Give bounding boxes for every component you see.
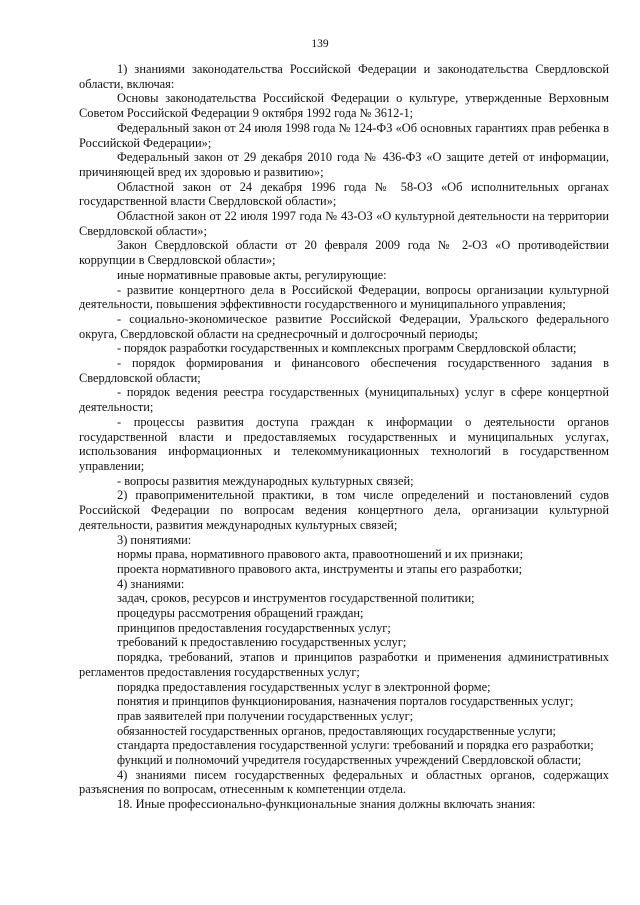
paragraph: принципов предоставления государственных услуг; <box>117 620 391 635</box>
paragraph: порядка, требований, этапов и принципов разработки и применения административных регламентов предоставления государственных услуг; <box>79 650 609 679</box>
paragraph: - развитие концертного дела в Российской Федерации, вопросы организации культурной деятельности, повышения эффективности государственного и муниципального управления; <box>79 282 609 312</box>
paragraph: иные нормативные правовые акты, регулирующие: <box>117 267 387 282</box>
paragraph: - порядок разработки государственных и комплексных программ Свердловской области; <box>117 341 577 356</box>
paragraph: требований к предоставлению государственных услуг; <box>117 635 407 650</box>
paragraph: 2) правоприменительной практики, в том числе определений и постановлений судов Российской Федерации по вопросам ведения концертного дела, организации культурной деятельности, развития международных культурных связей; <box>79 488 609 532</box>
paragraph: 1) знаниями законодательства Российской Федерации и законодательства Свердловской области, включая: <box>79 62 609 91</box>
paragraph: Федеральный закон от 24 июля 1998 года № 124-ФЗ «Об основных гарантиях прав ребенка в Российской Федерации»; <box>79 120 609 150</box>
paragraph: 4) знаниями писем государственных федеральных и областных органов, содержащих разъяснения по вопросам, отнесенным к компетенции отдела. <box>79 767 609 797</box>
paragraph: 3) понятиями: <box>117 532 192 547</box>
paragraph: Федеральный закон от 29 декабря 2010 года № 436-ФЗ «О защите детей от информации, причиняющей вред их здоровью и развитию»; <box>79 150 609 179</box>
paragraph: процедуры рассмотрения обращений граждан; <box>117 606 364 621</box>
paragraph: прав заявителей при получении государственных услуг; <box>117 708 414 723</box>
paragraph: Областной закон от 22 июля 1997 года № 43-ОЗ «О культурной деятельности на территории Свердловской области»; <box>79 209 609 238</box>
paragraph: порядка предоставления государственных услуг в электронной форме; <box>117 679 491 694</box>
paragraph: - процессы развития доступа граждан к информации о деятельности органов государственной власти и предоставляемых государственных и муниципальных услугах, использования информационных и телекоммуникационных технологий в государственном управлении; <box>79 414 609 473</box>
paragraph: - порядок ведения реестра государственных (муниципальных) услуг в сфере концертной деятельности; <box>79 385 609 415</box>
document-body <box>79 62 609 812</box>
paragraph: функций и полномочий учредителя государственных учреждений Свердловской области; <box>117 753 582 768</box>
paragraph: - порядок формирования и финансового обеспечения государственного задания в Свердловской области; <box>79 356 609 385</box>
paragraph: нормы права, нормативного правового акта, правоотношений и их признаки; <box>117 547 524 562</box>
paragraph: Областной закон от 24 декабря 1996 года № 58-ОЗ «Об исполнительных органах государственной власти Свердловской области»; <box>79 179 609 209</box>
paragraph: 4) знаниями: <box>117 576 185 591</box>
paragraph: обязанностей государственных органов, предоставляющих государственные услуги; <box>117 723 556 738</box>
paragraph: - социально-экономическое развитие Российской Федерации, Уральского федерального округа, Свердловской области на среднесрочный и долгосрочный периоды; <box>79 311 609 341</box>
paragraph: 18. Иные профессионально-функциональные знания должны включать знания: <box>117 797 536 812</box>
paragraph: Основы законодательства Российской Федерации о культуре, утвержденные Верховным Советом Российской Федерации 9 октября 1992 года № 3612-1; <box>79 91 609 121</box>
paragraph: - вопросы развития международных культурных связей; <box>117 473 414 488</box>
paragraph: стандарта предоставления государственной услуги: требований и порядка его разработки; <box>117 738 594 753</box>
paragraph: задач, сроков, ресурсов и инструментов государственной политики; <box>117 591 475 606</box>
page-number: 139 <box>311 38 329 50</box>
paragraph: проекта нормативного правового акта, инструменты и этапы его разработки; <box>117 561 523 576</box>
paragraph: понятия и принципов функционирования, назначения порталов государственных услуг; <box>117 694 574 709</box>
paragraph: Закон Свердловской области от 20 февраля 2009 года № 2-ОЗ «О противодействии коррупции в Свердловской области»; <box>79 238 609 268</box>
